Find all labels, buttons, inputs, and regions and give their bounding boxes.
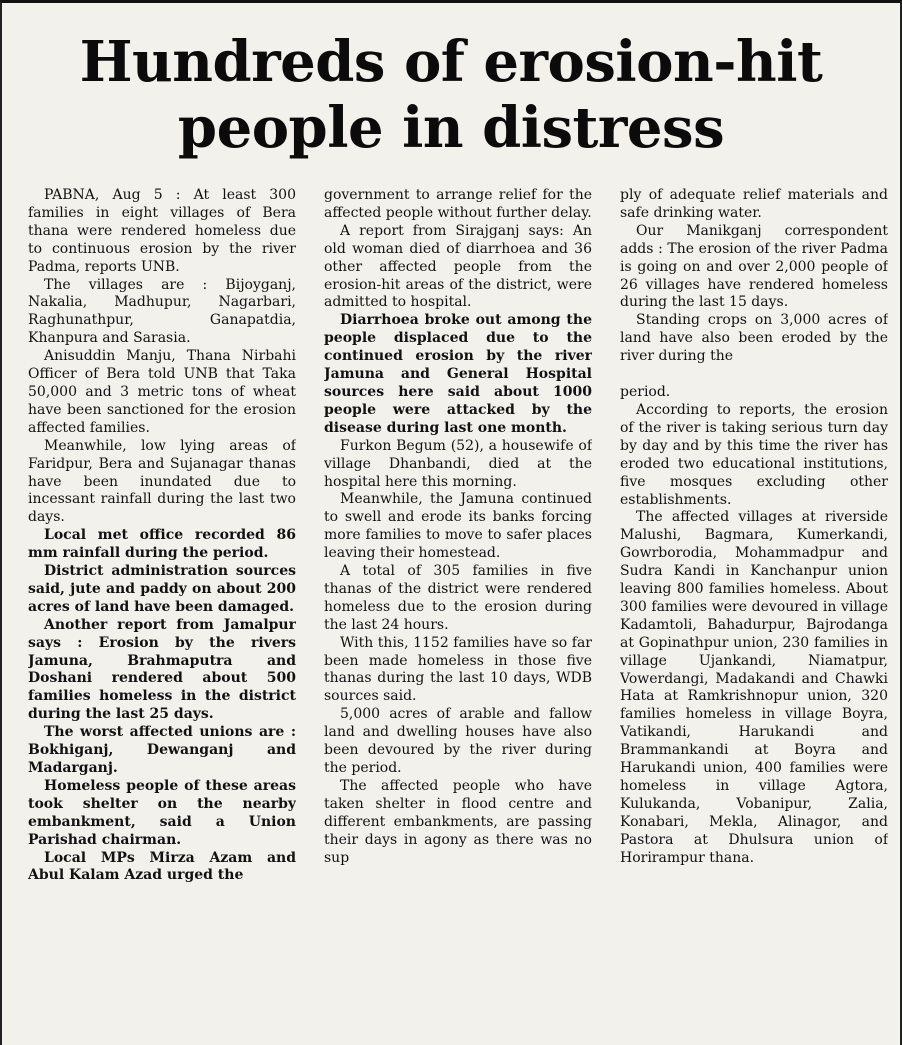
paragraph: With this, 1152 families have so far been made homeless in those five thanas during the last 10 days, WDB sources said. xyxy=(324,634,592,705)
article-column-2 xyxy=(324,187,592,1037)
paragraph: District administration sources said, jute and paddy on about 200 acres of land have been damaged. xyxy=(28,563,296,615)
paragraph: Another report from Jamalpur says : Erosion by the rivers Jamuna, Brahmaputra and Doshani rendered about 500 families homeless in the district during the last 25 days. xyxy=(28,616,296,723)
paragraph: Diarrhoea broke out among the people displaced due to the continued erosion by the river Jamuna and General Hospital sources here said about 1000 people were attacked by the disease during last one month. xyxy=(324,312,592,436)
article-column-1 xyxy=(28,187,296,1037)
paragraph: The villages are : Bijoyganj, Nakalia, Madhupur, Nagarbari, Raghunathpur, Ganapatdia, Khanpura and Sarasia. xyxy=(28,276,296,347)
paragraph: Furkon Begum (52), a housewife of village Dhanbandi, died at the hospital here this morning. xyxy=(324,437,592,490)
paragraph: 5,000 acres of arable and fallow land and dwelling houses have also been devoured by the river during the period. xyxy=(324,706,592,776)
paragraph: Our Manikganj correspondent adds : The erosion of the river Padma is going on and over 2,000 people of 26 villages have rendered homeless during the last 15 days. xyxy=(620,222,888,311)
paragraph: A report from Sirajganj says: An old woman died of diarrhoea and 36 other affected people from the erosion-hit areas of the district, were admitted to hospital. xyxy=(324,222,592,311)
headline-line-2: people in distress xyxy=(177,95,725,161)
paragraph: According to reports, the erosion of the river is taking serious turn day by day and by this time the river has eroded two educational institutions, five mosques excluding other establishments. xyxy=(620,401,888,508)
paragraph: Meanwhile, the Jamuna continued to swell and erode its banks forcing more families to move to safer places leaving their homestead. xyxy=(324,491,592,562)
paragraph: Meanwhile, low lying areas of Faridpur, Bera and Sujanagar thanas have been inundated due to incessant rainfall during the last two days. xyxy=(28,437,296,526)
paragraph: PABNA, Aug 5 : At least 300 families in eight villages of Bera thana were rendered homeless due to continuous erosion by the river Padma, reports UNB. xyxy=(28,187,296,275)
headline xyxy=(2,3,900,161)
paragraph: ply of adequate relief materials and safe drinking water. xyxy=(620,187,888,221)
paragraph: A total of 305 families in five thanas of the district were rendered homeless due to the erosion during the last 24 hours. xyxy=(324,563,592,633)
paragraph: The affected people who have taken shelter in flood centre and different embankments, are passing their days in agony as there was no sup xyxy=(324,777,592,866)
paragraph: government to arrange relief for the affected people without further delay. xyxy=(324,187,592,221)
article-column-3 xyxy=(620,187,888,1037)
paragraph: The affected villages at riverside Malushi, Bagmara, Kumerkandi, Gowrborodia, Mohammadpur and Sudra Kandi in Kanchanpur union leaving 800 families homeless. About 300 families were devoured in village Kadamtoli, Bahadurpur, Bajrodanga at Gopinathpur union, 230 families in village Ujankandi, Niamatpur, Vowerdangi, Madakandi and Chawki Hata at Ramkrishnopur union, 320 families homeless in village Boyra, Vatikandi, Harukandi and Brammankandi at Boyra and Harukandi union, 400 families were homeless in village Agtora, Kulukanda, Vobanipur, Zalia, Konabari, Mekla, Alinagor, and Pastora at Dhulsura union of Horirampur thana. xyxy=(620,509,888,866)
article-body xyxy=(28,187,888,1037)
headline-line-1: Hundreds of erosion-hit xyxy=(79,29,823,95)
paragraph: Local met office recorded 86 mm rainfall during the period. xyxy=(28,527,296,562)
paragraph: Anisuddin Manju, Thana Nirbahi Officer of Bera told UNB that Taka 50,000 and 3 metric tons of wheat have been sanctioned for the erosion affected families. xyxy=(28,348,296,436)
paragraph: The worst affected unions are : Bokhiganj, Dewanganj and Madarganj. xyxy=(28,724,296,776)
paragraph: Standing crops on 3,000 acres of land have also been eroded by the river during the xyxy=(620,312,888,365)
paragraph: Homeless people of these areas took shelter on the nearby embankment, said a Union Parishad chairman. xyxy=(28,777,296,848)
paragraph: period. xyxy=(620,384,671,401)
paragraph: Local MPs Mirza Azam and Abul Kalam Azad urged the xyxy=(28,849,296,884)
